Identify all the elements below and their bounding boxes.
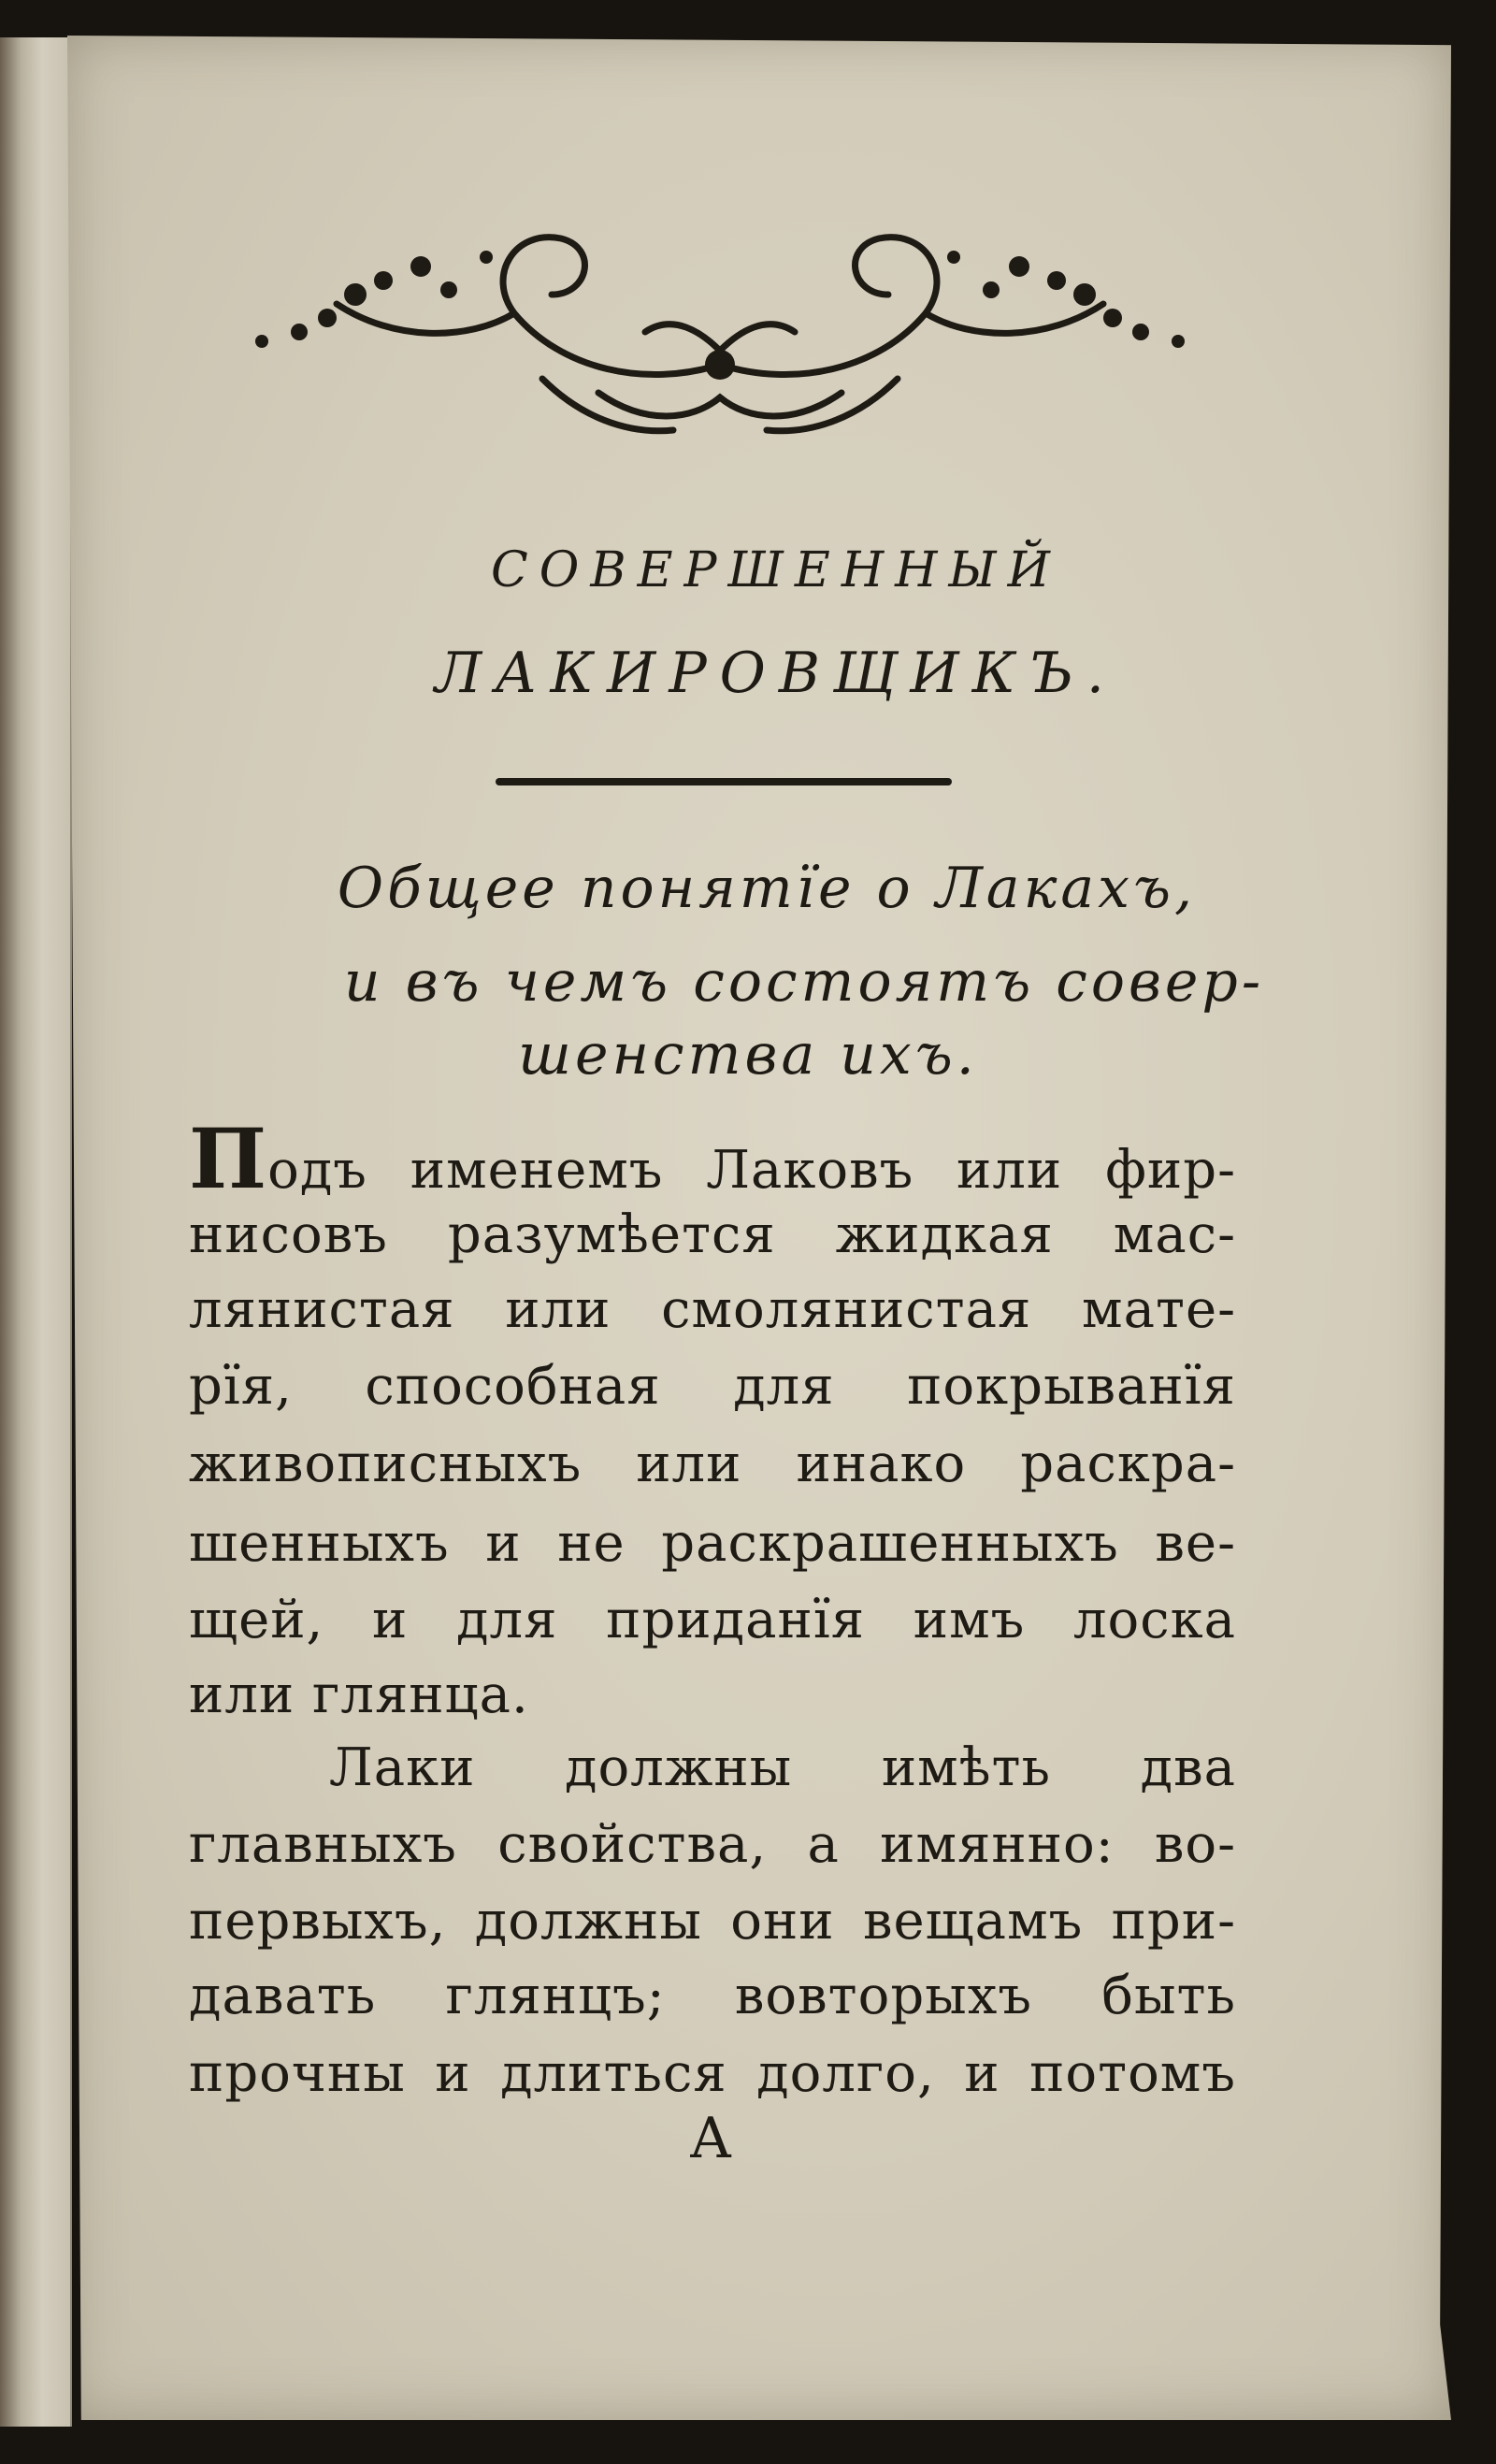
body-line: шенныхъ и не раскрашенныхъ ве- bbox=[189, 1513, 1236, 1574]
signature-mark: A bbox=[690, 2106, 731, 2171]
drop-cap: П bbox=[189, 1110, 268, 1207]
body-line: первыхъ, должны они вещамъ при- bbox=[189, 1891, 1236, 1952]
body-line: давать глянцъ; вовторыхъ быть bbox=[189, 1966, 1236, 2026]
title-line-2: ЛАКИРОВЩИКЪ. bbox=[435, 641, 1117, 706]
body-line bbox=[189, 1110, 1236, 1207]
floral-scroll-ornament-icon bbox=[206, 201, 1234, 454]
body-line: рїя, способная для покрыванїя bbox=[189, 1356, 1236, 1417]
subtitle-line-3: шенства ихъ. bbox=[518, 1022, 978, 1088]
body-line: или глянца. bbox=[189, 1664, 529, 1725]
body-line: Лаки должны имѣть два bbox=[329, 1737, 1236, 1798]
title-line-1: СОВЕРШЕННЫЙ bbox=[490, 542, 1062, 598]
body-line: нисовъ разумѣется жидкая мас- bbox=[189, 1204, 1236, 1265]
subtitle-line-2: и въ чемъ состоятъ совер- bbox=[343, 949, 1265, 1015]
previous-page-edge bbox=[0, 37, 72, 2427]
body-line: главныхъ свойства, а имянно: во- bbox=[189, 1814, 1236, 1875]
title-divider bbox=[496, 778, 952, 785]
body-line: лянистая или смолянистая мате- bbox=[189, 1279, 1236, 1340]
body-line: прочны и длиться долго, и потомъ bbox=[189, 2043, 1236, 2104]
subtitle-line-1: Общее понятїе о Лакахъ, bbox=[337, 856, 1197, 921]
body-line: живописныхъ или инако раскра- bbox=[189, 1434, 1236, 1494]
body-line-text: одъ именемъ Лаковъ или фир- bbox=[267, 1140, 1236, 1201]
body-line: щей, и для приданїя имъ лоска bbox=[189, 1590, 1236, 1650]
